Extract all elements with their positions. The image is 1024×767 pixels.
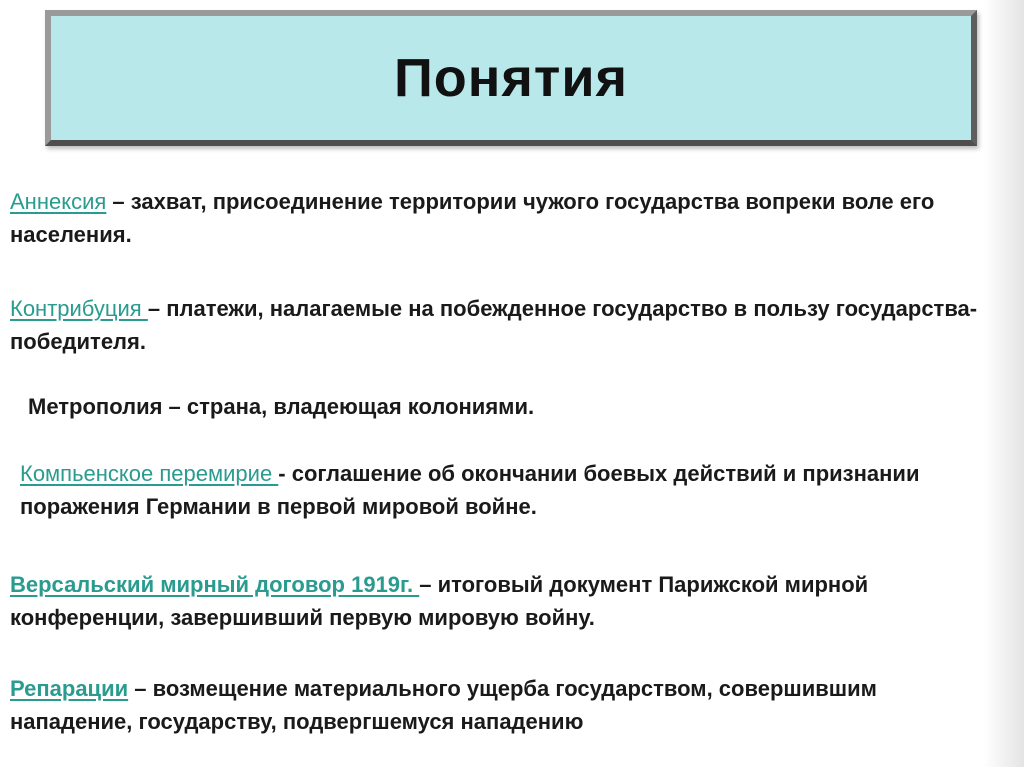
slide-title: Понятия <box>393 48 629 108</box>
term-annexation <box>10 185 1000 251</box>
term-compiegne-armistice <box>20 457 1000 523</box>
term-definition-reparations: – возмещение материального ущерба государством, совершившим нападение, государству, подвергшемуся нападению <box>10 676 877 734</box>
term-definition-metropolis: Метрополия – страна, владеющая колониями. <box>28 394 535 419</box>
term-definition-contribution: – платежи, налагаемые на побежденное государство в пользу государства-победителя. <box>10 296 978 354</box>
term-link-contribution[interactable]: Контрибуция <box>10 296 148 321</box>
term-reparations <box>10 672 1000 738</box>
term-link-versailles-treaty[interactable]: Версальский мирный договор 1919г. <box>10 572 420 597</box>
term-link-compiegne-armistice[interactable]: Компьенское перемирие <box>20 461 279 486</box>
term-definition-annexation: – захват, присоединение территории чужого государства вопреки воле его населения. <box>10 189 935 247</box>
term-link-reparations[interactable]: Репарации <box>10 676 129 701</box>
term-definition-compiegne-armistice: - соглашение об окончании боевых действий и признании поражения Германии в первой мировой войне. <box>20 461 920 519</box>
term-link-annexation[interactable]: Аннексия <box>10 189 107 214</box>
term-versailles-treaty <box>10 568 1015 634</box>
term-metropolis <box>28 390 988 423</box>
title-box <box>45 10 977 146</box>
term-definition-versailles-treaty: – итоговый документ Парижской мирной конференции, завершивший первую мировую войну. <box>10 572 869 630</box>
term-contribution <box>10 292 1000 358</box>
slide-edge-shadow <box>984 0 1024 767</box>
